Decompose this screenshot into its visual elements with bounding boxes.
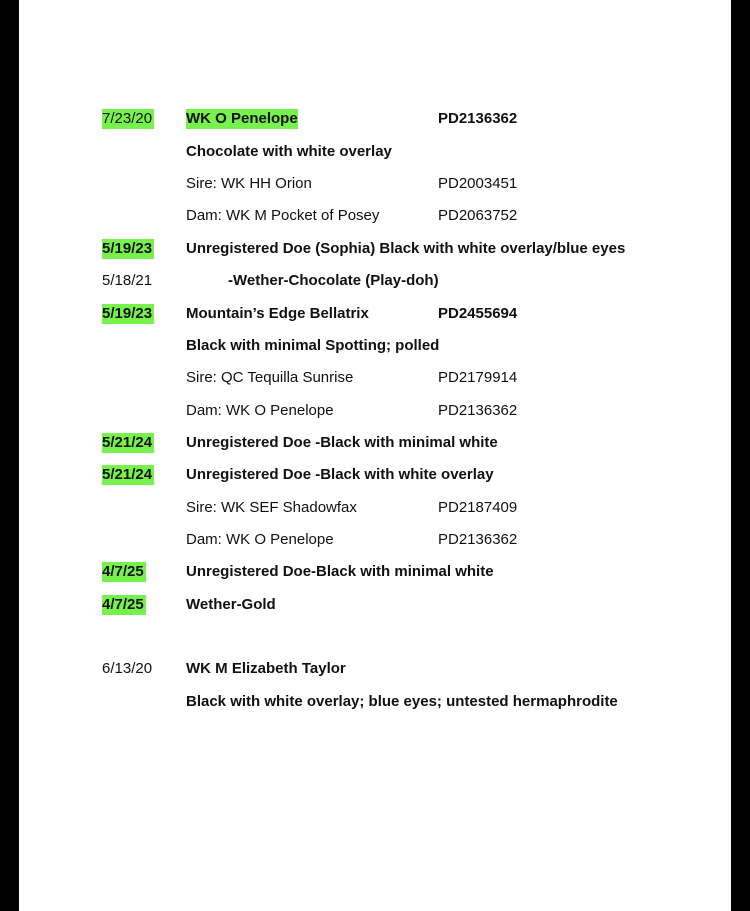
sire-text: Sire: QC Tequilla Sunrise	[186, 369, 354, 386]
kid-entry	[19, 560, 731, 584]
sire-line	[19, 172, 731, 196]
registration-number: PD2179914	[438, 369, 518, 386]
birth-date: 5/21/24	[102, 434, 153, 451]
document-page	[19, 0, 731, 911]
registration-number: PD2063752	[438, 207, 518, 224]
birth-date: 5/19/23	[102, 240, 153, 257]
kid-entry	[19, 593, 731, 617]
dam-text: Dam: WK O Penelope	[186, 402, 334, 419]
kid-entry	[19, 431, 731, 455]
birth-date: 5/18/21	[102, 272, 153, 289]
kid-description: Wether-Gold	[186, 596, 276, 613]
dam-line	[19, 528, 731, 552]
description-text: Black with white overlay; blue eyes; untested hermaphrodite	[186, 693, 618, 710]
dam-line	[19, 399, 731, 423]
sire-text: Sire: WK HH Orion	[186, 175, 312, 192]
sire-line	[19, 496, 731, 520]
birth-date: 5/21/24	[102, 466, 153, 483]
dam-text: Dam: WK M Pocket of Posey	[186, 207, 380, 224]
goat-entry-elizabeth-taylor	[19, 657, 731, 681]
description-text: Black with minimal Spotting; polled	[186, 337, 440, 354]
kid-entry-wether-chocolate	[19, 269, 731, 293]
registration-number: PD2003451	[438, 175, 518, 192]
registration-number: PD2136362	[438, 402, 518, 419]
sire-line	[19, 366, 731, 390]
kid-entry-sophia	[19, 237, 731, 261]
registration-number: PD2136362	[438, 531, 518, 548]
dam-text: Dam: WK O Penelope	[186, 531, 334, 548]
registration-number: PD2136362	[438, 110, 518, 127]
registration-number: PD2187409	[438, 499, 518, 516]
kid-description: Unregistered Doe (Sophia) Black with white overlay/blue eyes	[186, 240, 626, 257]
goat-name: Mountain’s Edge Bellatrix	[186, 305, 369, 322]
goat-description	[19, 334, 731, 358]
kid-description: Unregistered Doe-Black with minimal white	[186, 563, 494, 580]
birth-date: 6/13/20	[102, 660, 153, 677]
sire-text: Sire: WK SEF Shadowfax	[186, 499, 357, 516]
goat-description	[19, 140, 731, 164]
birth-date: 5/19/23	[102, 305, 153, 322]
goat-entry-bellatrix	[19, 302, 731, 326]
dam-line	[19, 204, 731, 228]
registration-number: PD2455694	[438, 305, 518, 322]
birth-date: 4/7/25	[102, 563, 144, 580]
birth-date: 7/23/20	[102, 110, 153, 127]
goat-entry-penelope	[19, 107, 731, 131]
goat-description	[19, 690, 731, 714]
goat-name: WK M Elizabeth Taylor	[186, 660, 346, 677]
kid-description: Unregistered Doe -Black with white overlay	[186, 466, 494, 483]
kid-description: -Wether-Chocolate (Play-doh)	[228, 272, 439, 289]
birth-date: 4/7/25	[102, 596, 144, 613]
kid-entry	[19, 463, 731, 487]
kid-description: Unregistered Doe -Black with minimal white	[186, 434, 498, 451]
goat-name: WK O Penelope	[186, 110, 298, 127]
description-text: Chocolate with white overlay	[186, 143, 392, 160]
